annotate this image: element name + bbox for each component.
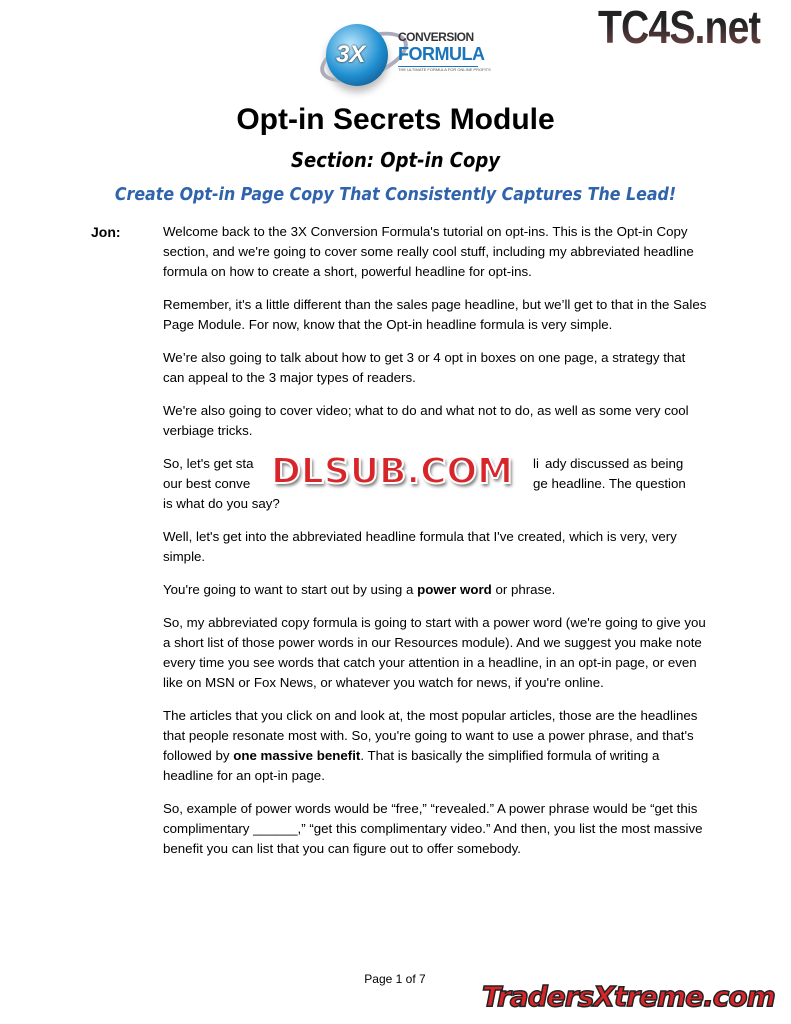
logo-line2: FORMULA <box>398 44 485 64</box>
obscured-fragment: our best conve <box>163 476 251 491</box>
obscured-fragment: is what do you say? <box>163 496 280 511</box>
bold-text: power word <box>417 582 492 597</box>
transcript-body <box>163 222 708 872</box>
bold-text: one massive benefit <box>233 748 361 763</box>
logo-globe <box>326 24 388 86</box>
obscured-fragment: ady discussed as being <box>545 456 684 471</box>
paragraph: We're also going to cover video; what to do and what not to do, as well as some very cool verbiage tricks. <box>163 403 689 438</box>
tagline: Create Opt-in Page Copy That Consistently Captures The Lead! <box>114 184 677 205</box>
logo-tagline: THE ULTIMATE FORMULA FOR ONLINE PROFITS <box>398 67 491 72</box>
paragraph: We’re also going to talk about how to get 3 or 4 opt in boxes on one page, a strategy that can appeal to the 3 major types of readers. <box>163 350 686 385</box>
paragraph: Well, let's get into the abbreviated headline formula that I've created, which is very, very simple. <box>163 529 677 564</box>
paragraph: So, my abbreviated copy formula is going to start with a power word (we're going to give you a short list of those power words in our Resources module). And we suggest you make note every time you see words that catch your attention in a headline, in an opt-in page, or even like on MSN or Fox News, or whatever you watch for news, if you're online. <box>163 615 706 690</box>
text-run: or phrase. <box>491 582 556 597</box>
text-run: The articles that you click on and look at, the most popular articles, those are the headlines that people resonate most with. So, you're going to want to use a power phrase, and that's followed by <box>163 708 698 763</box>
paragraph <box>163 706 708 786</box>
paragraph: So, example of power words would be “free,” “revealed.” A power phrase would be “get this complimentary ______,” “get this complimentary video.” And then, you list the most massive benefit you can list that you can figure out to offer somebody. <box>163 801 703 856</box>
tc4s-watermark: TC4S.net <box>598 1 761 53</box>
obscured-fragment: So, let's get sta <box>163 456 254 471</box>
paragraph <box>163 580 708 600</box>
obscured-fragment: ge headline. The question <box>533 476 686 491</box>
tradersxtreme-watermark: TradersXtreme.com <box>482 980 775 1013</box>
speaker-label: Jon: <box>91 224 121 240</box>
dlsub-watermark: DLSUB.COM <box>271 451 513 492</box>
text-run: You're going to want to start out by using a <box>163 582 418 597</box>
obscured-fragment: li <box>533 456 539 471</box>
document-title: Opt-in Secrets Module <box>236 103 555 136</box>
section-title: Section: Opt-in Copy <box>291 148 500 172</box>
conversion-formula-logo <box>322 14 491 96</box>
text-run: . That is basically the simplified formula of writing a headline for an opt-in page. <box>163 748 660 783</box>
paragraph: Remember, it's a little different than the sales page headline, but we’ll get to that in the Sales Page Module. For now, know that the Opt-in headline formula is very simple. <box>163 297 707 332</box>
logo-line1: CONVERSION <box>398 30 474 44</box>
page-number: Page 1 of 7 <box>364 972 426 986</box>
paragraph: Welcome back to the 3X Conversion Formula's tutorial on opt-ins. This is the Opt-in Copy section, and we're going to cover some really cool stuff, including my abbreviated headline formula on how to create a short, powerful headline for opt-ins. <box>163 224 694 279</box>
obscured-paragraph <box>163 451 708 514</box>
logo-mark: 3X <box>336 41 366 68</box>
